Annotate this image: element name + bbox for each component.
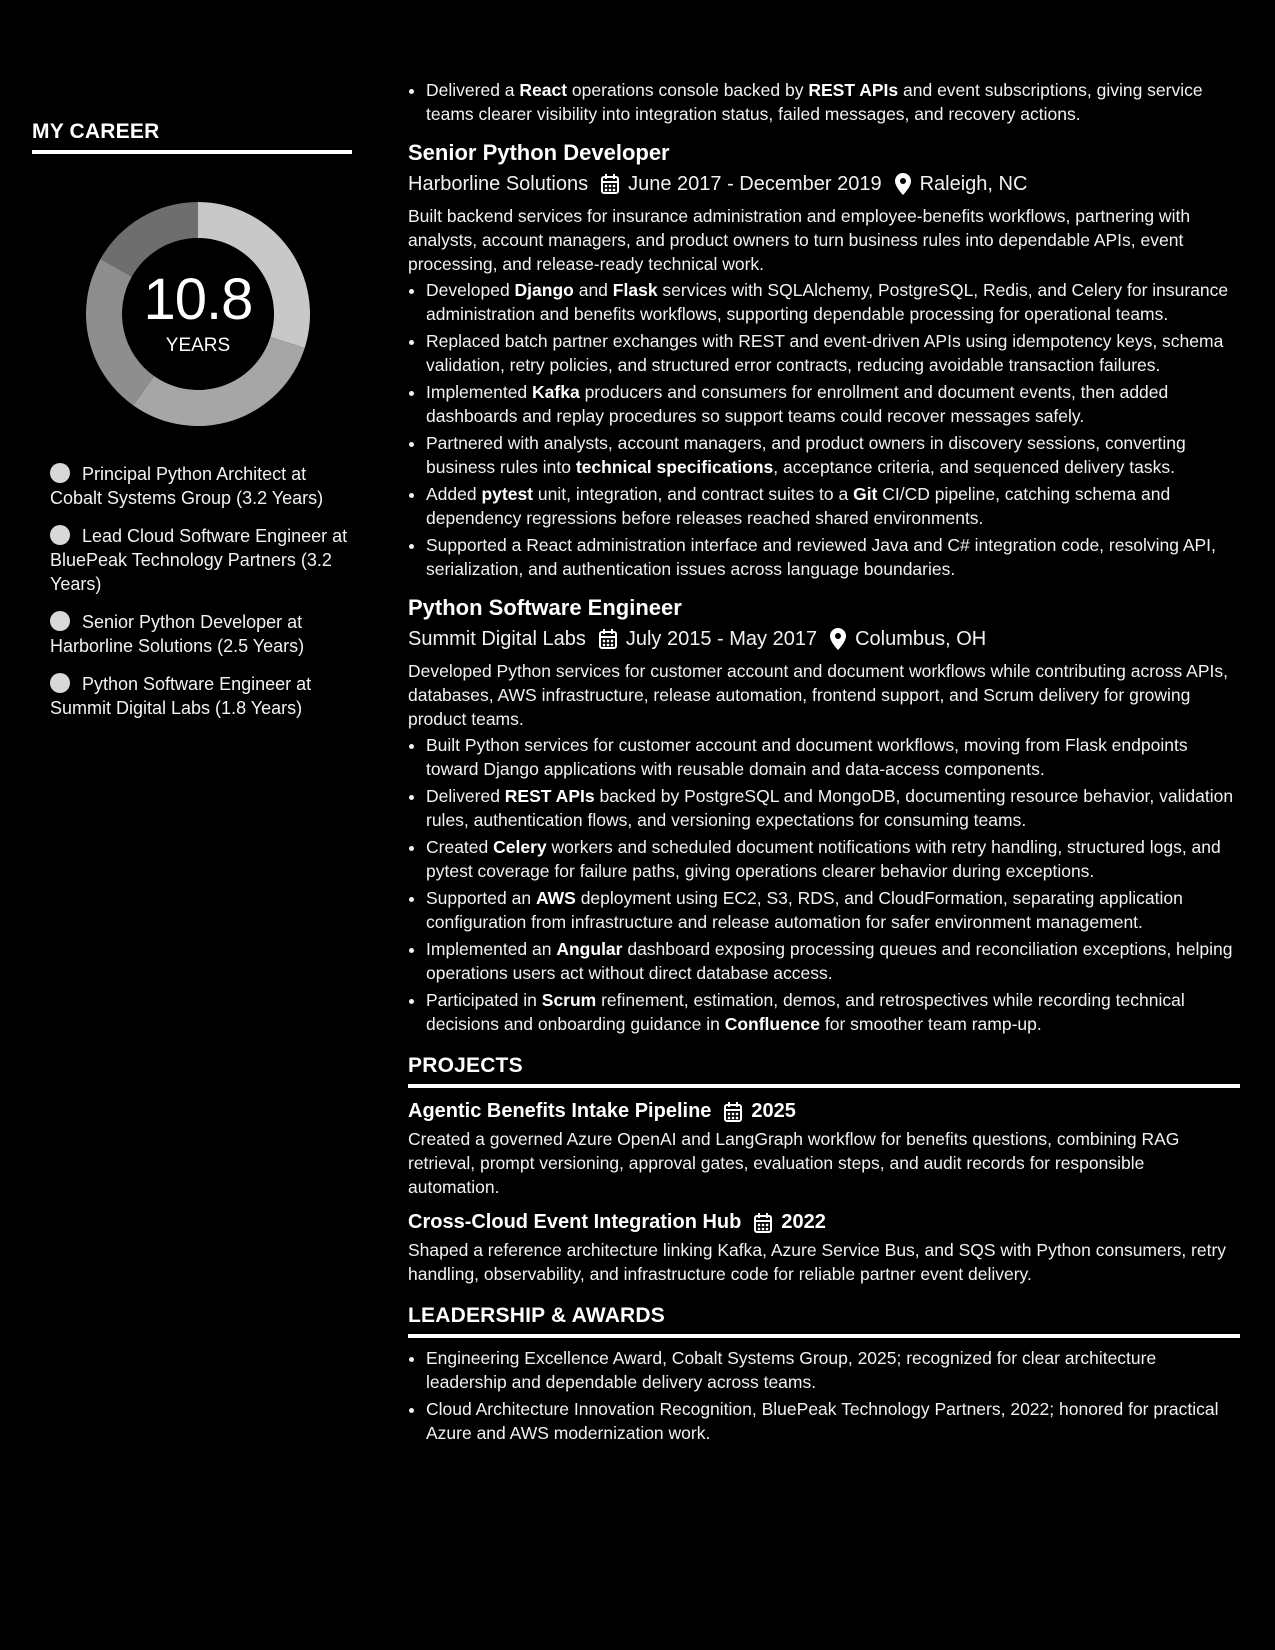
role-entry	[408, 595, 1240, 1036]
legend-label: Senior Python Developer at Harborline Solutions (2.5 Years)	[50, 612, 305, 656]
role-location-icon-wrap	[894, 172, 912, 196]
role-bullet: • Implemented Kafka producers and consumers for enrollment and document events, then added dashboards and replay procedures so support teams could recover messages safely.	[426, 380, 1240, 428]
donut-center	[78, 194, 318, 434]
project-entry	[408, 1211, 1240, 1286]
role-bullet: • Built Python services for customer account and document workflows, moving from Flask endpoints toward Django applications with reusable domain and data-access components.	[426, 733, 1240, 781]
project-description: Created a governed Azure OpenAI and LangGraph workflow for benefits questions, combining RAG retrieval, prompt versioning, approval gates, evaluation steps, and audit records for responsible automation.	[408, 1129, 1180, 1197]
project-entry	[408, 1100, 1240, 1199]
project-title: Cross-Cloud Event Integration Hub	[408, 1211, 742, 1233]
calendar-icon	[600, 173, 620, 195]
role-location: Columbus, OH	[855, 628, 987, 650]
legend-dot-icon	[50, 525, 70, 545]
role-bullet: • Delivered REST APIs backed by PostgreSQL and MongoDB, documenting resource behavior, validation rules, authentication flows, and versioning expectations for consuming teams.	[426, 784, 1240, 832]
legend-label: Principal Python Architect at Cobalt Systems Group (3.2 Years)	[50, 464, 324, 508]
intro-bullets	[408, 78, 1240, 126]
map-pin-icon	[829, 627, 847, 651]
project-header	[408, 1211, 1240, 1234]
legend-label: Lead Cloud Software Engineer at BluePeak Technology Partners (3.2 Years)	[50, 526, 348, 594]
map-pin-icon	[894, 172, 912, 196]
legend-item	[50, 610, 352, 658]
award-item: • Engineering Excellence Award, Cobalt Systems Group, 2025; recognized for clear architecture leadership and dependable delivery across teams.	[426, 1346, 1240, 1394]
role-bullets	[408, 733, 1240, 1036]
role-meta	[408, 625, 1240, 653]
calendar-icon	[753, 1212, 773, 1234]
role-bullet: • Partnered with analysts, account managers, and product owners in discovery sessions, converting business rules into technical specifications, acceptance criteria, and sequenced delivery tasks.	[426, 431, 1240, 479]
intro-bullet: • Delivered a React operations console backed by REST APIs and event subscriptions, giving service teams clearer visibility into integration status, failed messages, and recovery actions.	[426, 78, 1240, 126]
role-entry	[408, 140, 1240, 581]
career-legend	[32, 462, 352, 720]
legend-item	[50, 462, 352, 510]
role-dates: June 2017 - December 2019	[628, 173, 882, 195]
role-meta	[408, 170, 1240, 198]
sidebar	[32, 120, 352, 734]
role-bullet: • Created Celery workers and scheduled document notifications with retry handling, structured logs, and pytest coverage for failure paths, giving operations clearer behavior during exceptions.	[426, 835, 1240, 883]
experience-roles	[408, 140, 1240, 1036]
legend-item	[50, 524, 352, 596]
project-date-icon-wrap	[723, 1101, 743, 1123]
role-company: Harborline Solutions	[408, 173, 589, 195]
calendar-icon	[723, 1101, 743, 1123]
project-date-icon-wrap	[753, 1212, 773, 1234]
awards-heading: LEADERSHIP & AWARDS	[408, 1304, 1240, 1338]
career-donut-chart	[78, 194, 318, 434]
total-years-unit: YEARS	[165, 335, 231, 356]
role-title: Senior Python Developer	[408, 140, 670, 165]
role-location: Raleigh, NC	[919, 173, 1028, 195]
project-year: 2025	[751, 1100, 796, 1122]
role-title: Python Software Engineer	[408, 595, 682, 620]
role-bullet: • Supported a React administration interface and reviewed Java and C# integration code, resolving API, serialization, and authentication issues across language boundaries.	[426, 533, 1240, 581]
role-bullet: • Added pytest unit, integration, and contract suites to a Git CI/CD pipeline, catching schema and dependency regressions before releases reached shared environments.	[426, 482, 1240, 530]
award-item: • Cloud Architecture Innovation Recognition, BluePeak Technology Partners, 2022; honored for practical Azure and AWS modernization work.	[426, 1397, 1240, 1445]
calendar-icon	[598, 628, 618, 650]
project-header	[408, 1100, 1240, 1123]
role-dates: July 2015 - May 2017	[625, 628, 818, 650]
role-location-icon-wrap	[829, 627, 847, 651]
projects-heading: PROJECTS	[408, 1054, 1240, 1088]
legend-dot-icon	[50, 673, 70, 693]
total-years-value: 10.8	[143, 267, 253, 332]
role-bullet: • Replaced batch partner exchanges with REST and event-driven APIs using idempotency keys, schema validation, retry policies, and structured error contracts, reducing avoidable transaction failures.	[426, 329, 1240, 377]
role-bullet: • Participated in Scrum refinement, estimation, demos, and retrospectives while recording technical decisions and onboarding guidance in Confluence for smoother team ramp-up.	[426, 988, 1240, 1036]
legend-dot-icon	[50, 463, 70, 483]
main-content	[408, 78, 1240, 1448]
legend-item	[50, 672, 352, 720]
role-bullet: • Supported an AWS deployment using EC2, S3, RDS, and CloudFormation, separating application configuration from infrastructure and release automation for safer environment management.	[426, 886, 1240, 934]
role-bullet: • Implemented an Angular dashboard exposing processing queues and reconciliation exceptions, helping operations users act without direct database access.	[426, 937, 1240, 985]
role-summary: Developed Python services for customer account and document workflows while contributing across APIs, databases, AWS infrastructure, release automation, frontend support, and Scrum delivery for growing product teams.	[408, 661, 1228, 729]
legend-dot-icon	[50, 611, 70, 631]
awards-list	[408, 1346, 1240, 1445]
role-bullets	[408, 278, 1240, 581]
project-description: Shaped a reference architecture linking Kafka, Azure Service Bus, and SQS with Python consumers, retry handling, observability, and infrastructure code for reliable partner event delivery.	[408, 1240, 1227, 1284]
project-title: Agentic Benefits Intake Pipeline	[408, 1100, 712, 1122]
role-summary: Built backend services for insurance administration and employee-benefits workflows, partnering with analysts, account managers, and product owners to turn business rules into dependable APIs, event processing, and release-ready technical work.	[408, 206, 1191, 274]
role-bullet: • Developed Django and Flask services with SQLAlchemy, PostgreSQL, Redis, and Celery for insurance administration and benefits workflows, supporting dependable processing for operational teams.	[426, 278, 1240, 326]
career-heading: MY CAREER	[32, 120, 352, 154]
legend-label: Python Software Engineer at Summit Digital Labs (1.8 Years)	[50, 674, 312, 718]
project-year: 2022	[781, 1211, 826, 1233]
role-date-icon-wrap	[598, 628, 618, 650]
role-company: Summit Digital Labs	[408, 628, 586, 650]
projects-list	[408, 1100, 1240, 1286]
role-date-icon-wrap	[600, 173, 620, 195]
